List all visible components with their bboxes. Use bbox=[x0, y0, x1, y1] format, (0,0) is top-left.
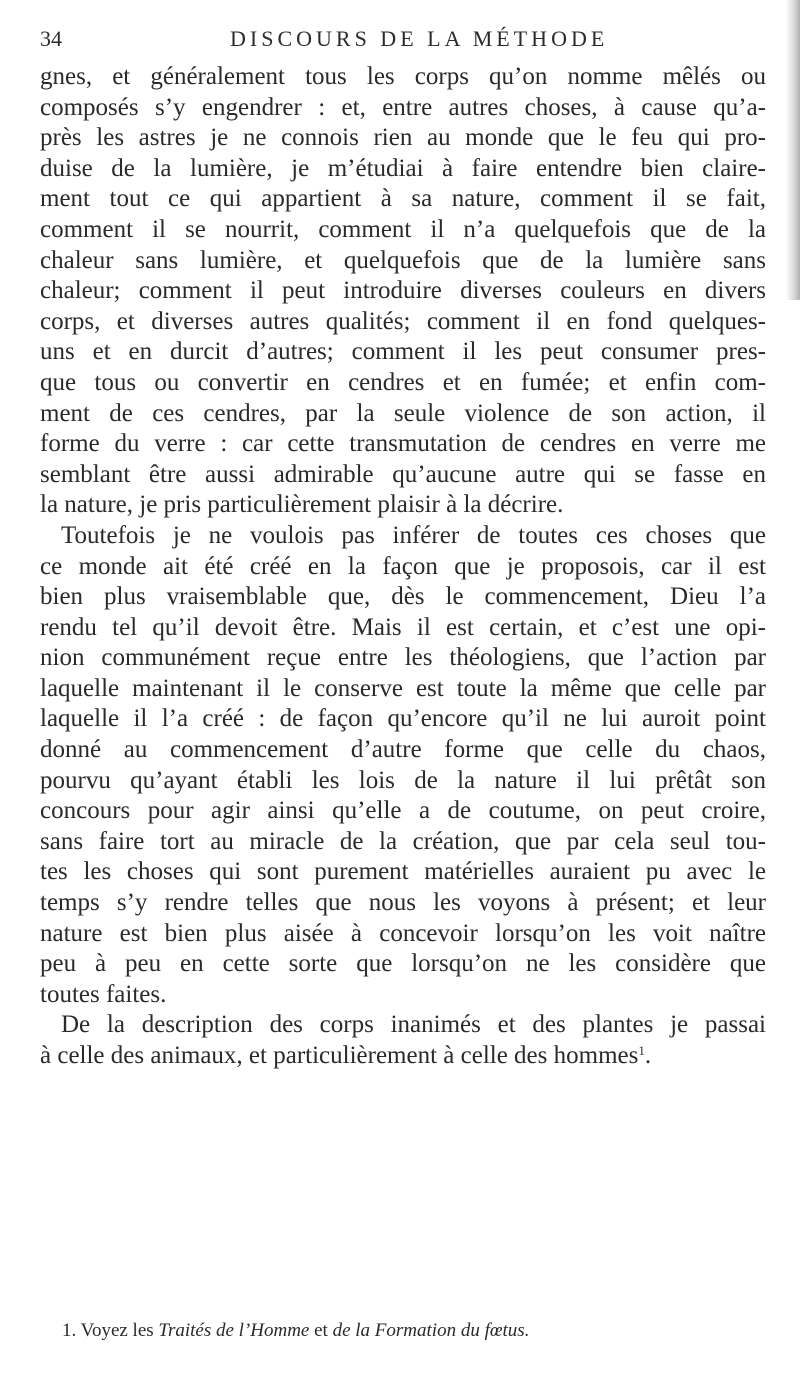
text-line: gnes, et généralement tous les corps qu’on nomme mêlés ou bbox=[40, 63, 766, 90]
text-line: duise de la lumière, je m’étudiai à faire entendre bien claire- bbox=[40, 154, 766, 182]
text-line: chaleur sans lumière, et quelquefois que de la lumière sans bbox=[40, 246, 766, 274]
footnote-title-foetus: de la Formation du fœtus. bbox=[332, 1320, 530, 1341]
text-line: peu à peu en cette sorte que lorsqu’on ne les considère que bbox=[40, 950, 766, 978]
text-line: sans faire tort au miracle de la création, que par cela seul tou- bbox=[40, 827, 766, 855]
scan-shadow-edge bbox=[786, 0, 800, 300]
text-line: concours pour agir ainsi qu’elle a de coutume, on peut croire, bbox=[40, 797, 766, 825]
page-header bbox=[40, 24, 760, 60]
text-line: composés s’y engendrer : et, entre autres choses, à cause qu’a- bbox=[40, 93, 766, 121]
text-line: uns et en durcit d’autres; comment il les peut consumer pres- bbox=[40, 338, 766, 366]
text-line: nion communément reçue entre les théologiens, que l’action par bbox=[40, 644, 766, 672]
text-line: près les astres je ne connois rien au monde que le feu qui pro- bbox=[40, 124, 766, 152]
text-line: corps, et diverses autres qualités; comment il en fond quelques- bbox=[40, 307, 766, 335]
body-text bbox=[40, 62, 766, 1072]
footnote-conjunction: et bbox=[314, 1320, 328, 1341]
text-line: que tous ou convertir en cendres et en fumée; et enfin com- bbox=[40, 368, 766, 396]
text-line: rendu tel qu’il devoit être. Mais il est certain, et c’est une opi- bbox=[40, 613, 766, 641]
text-line: tes les choses qui sont purement matérielles auraient pu avec le bbox=[40, 858, 766, 886]
footnote-title-homme: Traités de l’Homme bbox=[158, 1320, 310, 1341]
text-line: Toutefois je ne voulois pas inférer de toutes ces choses que bbox=[61, 521, 766, 549]
text-line: toutes faites. bbox=[40, 980, 167, 1008]
text-line: ment de ces cendres, par la seule violence de son action, il bbox=[40, 399, 766, 427]
text-line: ce monde ait été créé en la façon que je proposois, car il est bbox=[40, 552, 766, 580]
page-number: 34 bbox=[40, 26, 62, 51]
footnote-prefix: Voyez les bbox=[80, 1320, 154, 1341]
text-line-content: à celle des animaux, et particulièrement à celle des hommes bbox=[40, 1042, 639, 1069]
text-line: semblant être aussi admirable qu’aucune autre qui se fasse en bbox=[40, 460, 766, 488]
text-line: laquelle maintenant il le conserve est toute la même que celle par bbox=[40, 674, 766, 702]
text-line: ment tout ce qui appartient à sa nature, comment il se fait, bbox=[40, 185, 766, 213]
text-line: bien plus vraisemblable que, dès le commencement, Dieu l’a bbox=[40, 583, 766, 611]
footnote-reference: 1 bbox=[638, 1043, 645, 1058]
text-line: chaleur; comment il peut introduire diverses couleurs en divers bbox=[40, 277, 766, 305]
text-line: forme du verre : car cette transmutation de cendres en verre me bbox=[40, 430, 766, 458]
running-title: DISCOURS DE LA MÉTHODE bbox=[230, 26, 609, 51]
text-line bbox=[40, 1041, 766, 1072]
text-line: nature est bien plus aisée à concevoir lorsqu’on les voit naître bbox=[40, 919, 766, 947]
text-line: De la description des corps inanimés et des plantes je passai bbox=[61, 1011, 766, 1039]
sentence-period: . bbox=[644, 1042, 652, 1069]
text-line: comment il se nourrit, comment il n’a quelquefois que de la bbox=[40, 215, 766, 243]
text-line: pourvu qu’ayant établi les lois de la nature il lui prêtât son bbox=[40, 766, 766, 794]
text-line: donné au commencement d’autre forme que celle du chaos, bbox=[40, 736, 766, 764]
text-line: la nature, je pris particulièrement plaisir à la décrire. bbox=[40, 491, 564, 519]
footnote-marker: 1. bbox=[62, 1320, 77, 1341]
text-line: temps s’y rendre telles que nous les voyons à présent; et leur bbox=[40, 889, 766, 917]
text-line: laquelle il l’a créé : de façon qu’encore qu’il ne lui auroit point bbox=[40, 705, 766, 733]
footnote bbox=[62, 1320, 762, 1342]
